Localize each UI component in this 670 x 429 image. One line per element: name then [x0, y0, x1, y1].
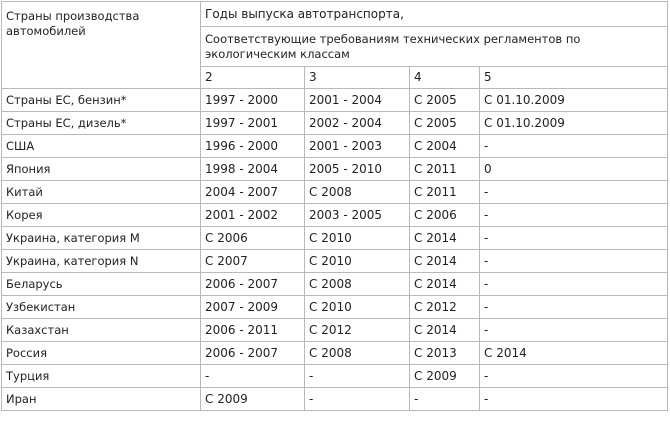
class-4-cell: С 2005 [410, 112, 480, 135]
country-cell: Казахстан [2, 319, 201, 342]
class-3-cell: С 2008 [305, 181, 410, 204]
class-3-cell: С 2008 [305, 273, 410, 296]
class-2-cell: 1998 - 2004 [201, 158, 305, 181]
class-3-cell: С 2012 [305, 319, 410, 342]
header-years: Годы выпуска автотранспорта, [201, 2, 668, 27]
class-4-cell: С 2014 [410, 319, 480, 342]
class-5-cell: - [480, 365, 668, 388]
country-cell: США [2, 135, 201, 158]
table-body [2, 89, 668, 411]
class-5-cell: - [480, 204, 668, 227]
class-3-cell: 2002 - 2004 [305, 112, 410, 135]
class-2-cell: С 2009 [201, 388, 305, 411]
class-3-cell: 2005 - 2010 [305, 158, 410, 181]
header-country: Страны производства автомобилей [2, 2, 201, 89]
country-cell: Украина, категория М [2, 227, 201, 250]
class-3-cell: С 2010 [305, 250, 410, 273]
table-row [2, 135, 668, 158]
table-row [2, 319, 668, 342]
class-4-cell: С 2009 [410, 365, 480, 388]
country-cell: Корея [2, 204, 201, 227]
class-4-cell: С 2014 [410, 227, 480, 250]
class-5-cell: - [480, 135, 668, 158]
class-3-cell: С 2010 [305, 227, 410, 250]
table-row [2, 227, 668, 250]
class-3-cell: - [305, 388, 410, 411]
table-row [2, 342, 668, 365]
class-5-cell: - [480, 388, 668, 411]
class-2-cell: 1997 - 2000 [201, 89, 305, 112]
class-2-cell: 1996 - 2000 [201, 135, 305, 158]
class-5-cell: - [480, 181, 668, 204]
table-row [2, 112, 668, 135]
class-2-cell: С 2007 [201, 250, 305, 273]
table-row [2, 181, 668, 204]
country-cell: Страны ЕС, бензин* [2, 89, 201, 112]
header-class-5: 5 [480, 67, 668, 89]
table-row [2, 204, 668, 227]
country-cell: Иран [2, 388, 201, 411]
country-cell: Япония [2, 158, 201, 181]
class-3-cell: С 2008 [305, 342, 410, 365]
class-2-cell: 2007 - 2009 [201, 296, 305, 319]
class-5-cell: - [480, 319, 668, 342]
table-row [2, 365, 668, 388]
country-cell: Китай [2, 181, 201, 204]
header-class-4: 4 [410, 67, 480, 89]
class-4-cell: С 2006 [410, 204, 480, 227]
table-row [2, 296, 668, 319]
class-5-cell: С 01.10.2009 [480, 89, 668, 112]
country-cell: Россия [2, 342, 201, 365]
class-2-cell: 1997 - 2001 [201, 112, 305, 135]
country-cell: Украина, категория N [2, 250, 201, 273]
class-3-cell: С 2010 [305, 296, 410, 319]
class-4-cell: С 2005 [410, 89, 480, 112]
class-4-cell: С 2014 [410, 273, 480, 296]
class-5-cell: - [480, 227, 668, 250]
country-cell: Турция [2, 365, 201, 388]
header-subtitle: Соответствующие требованиям технических регламентов по экологическим классам [201, 27, 668, 67]
country-cell: Беларусь [2, 273, 201, 296]
table-row [2, 158, 668, 181]
class-2-cell: 2004 - 2007 [201, 181, 305, 204]
class-2-cell: 2006 - 2007 [201, 273, 305, 296]
class-4-cell: - [410, 388, 480, 411]
emission-standards-table [1, 1, 668, 411]
country-cell: Страны ЕС, дизель* [2, 112, 201, 135]
table-row [2, 273, 668, 296]
class-2-cell: - [201, 365, 305, 388]
class-4-cell: С 2012 [410, 296, 480, 319]
header-class-3: 3 [305, 67, 410, 89]
class-5-cell: С 01.10.2009 [480, 112, 668, 135]
class-4-cell: С 2011 [410, 158, 480, 181]
class-4-cell: С 2004 [410, 135, 480, 158]
class-5-cell: 0 [480, 158, 668, 181]
class-3-cell: 2001 - 2004 [305, 89, 410, 112]
class-3-cell: - [305, 365, 410, 388]
table-row [2, 388, 668, 411]
class-4-cell: С 2013 [410, 342, 480, 365]
class-3-cell: 2003 - 2005 [305, 204, 410, 227]
class-4-cell: С 2011 [410, 181, 480, 204]
class-2-cell: 2001 - 2002 [201, 204, 305, 227]
class-2-cell: С 2006 [201, 227, 305, 250]
class-4-cell: С 2014 [410, 250, 480, 273]
table-row [2, 89, 668, 112]
class-5-cell: - [480, 296, 668, 319]
class-5-cell: - [480, 250, 668, 273]
table-row [2, 250, 668, 273]
class-2-cell: 2006 - 2011 [201, 319, 305, 342]
header-class-2: 2 [201, 67, 305, 89]
class-2-cell: 2006 - 2007 [201, 342, 305, 365]
country-cell: Узбекистан [2, 296, 201, 319]
class-5-cell: С 2014 [480, 342, 668, 365]
class-5-cell: - [480, 273, 668, 296]
class-3-cell: 2001 - 2003 [305, 135, 410, 158]
